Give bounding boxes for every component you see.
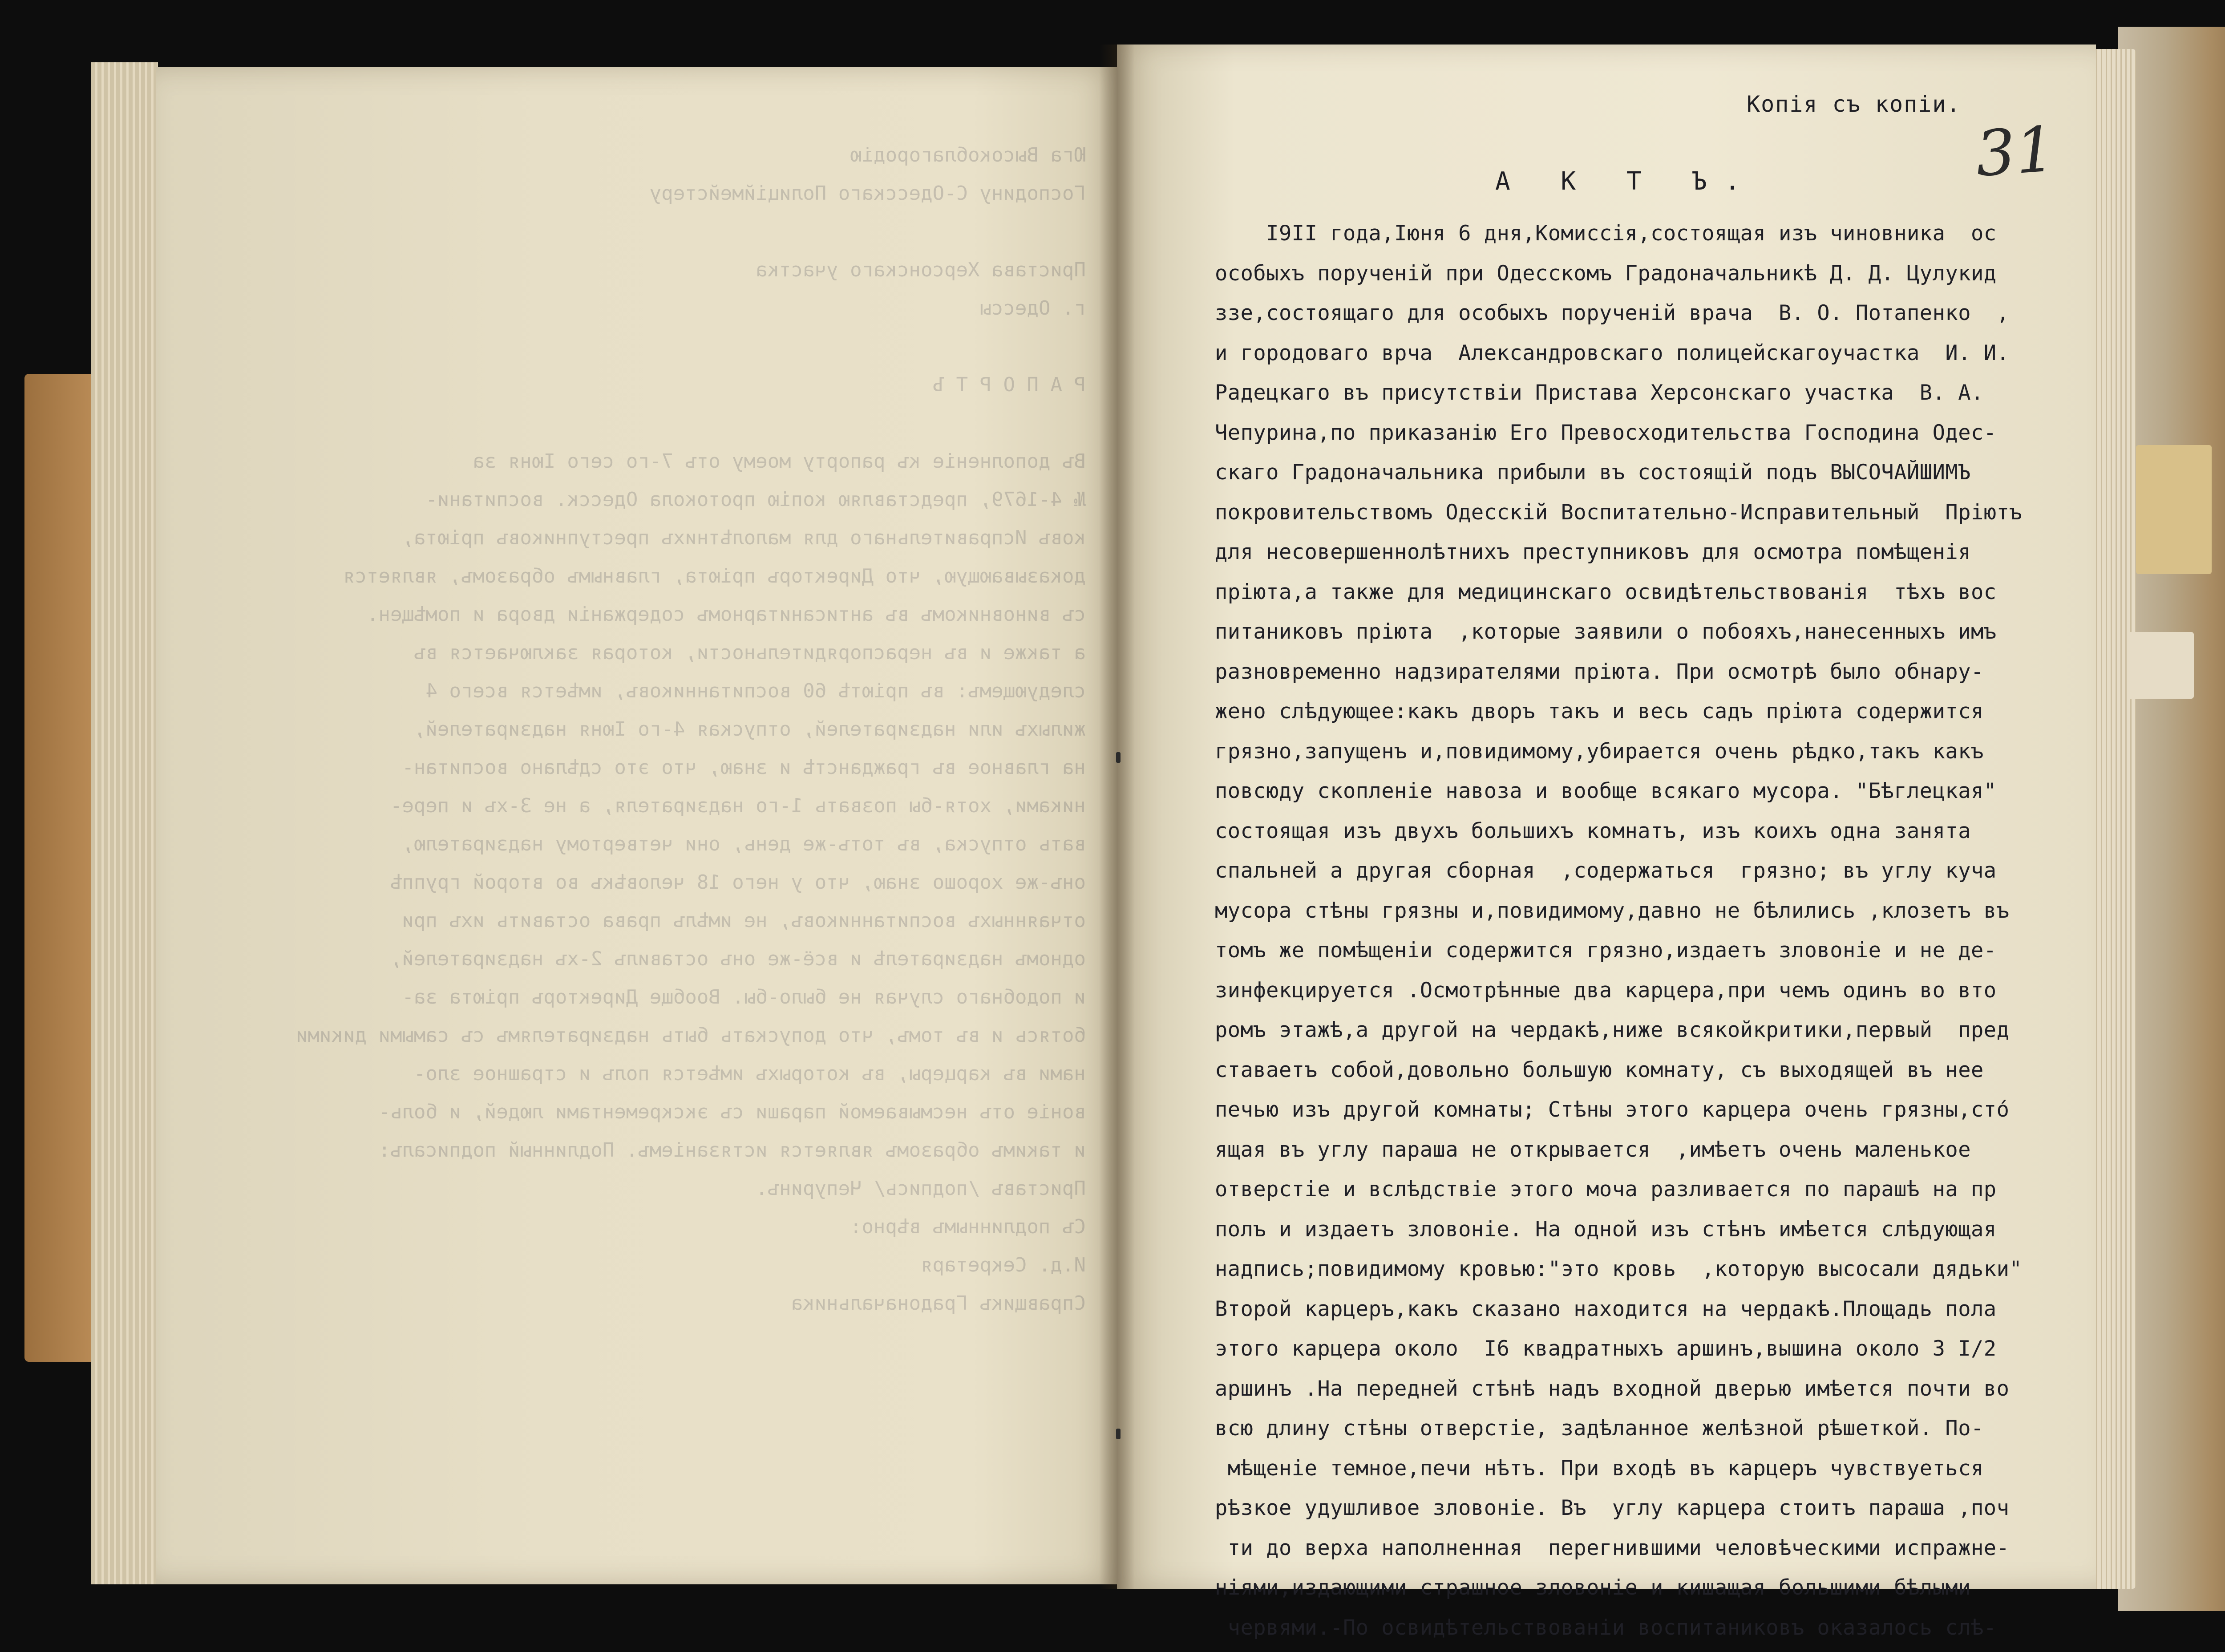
page-tab (2127, 632, 2194, 699)
text-line: скаго Градоначальника прибыли въ состоящій подъ ВЫСОЧАЙШИМЪ (1215, 460, 1971, 485)
text-line: грязно,запущенъ и,повидимому,убирается очень рѣдко,такъ какъ (1215, 739, 1984, 764)
text-line: ніями,издающими страшное зловоніе и кишащая большими бѣлыми (1215, 1575, 1971, 1600)
binding-stitch (1116, 1429, 1121, 1439)
text-line: разновременно надзирателями пріюта. При осмотрѣ было обнару- (1215, 659, 1984, 684)
text-line: покровительствомъ Одесскій Воспитательно-Исправительный Пріютъ (1215, 500, 2023, 525)
text-line: рѣзкое удушливое зловоніе. Въ углу карцера стоитъ параша ,поч (1215, 1496, 2010, 1520)
text-line: повсюду скопленіе навоза и вообще всякаго мусора. "Бѣглецкая" (1215, 779, 1997, 803)
text-line: ти до верха наполненная перегнившими человѣческими испражне- (1215, 1535, 2010, 1560)
text-line: червями.-По освидѣтельствованіи воспитаниковъ оказалось слѣ- (1215, 1615, 1997, 1640)
document-title: А К Т Ъ. (1495, 167, 1758, 196)
text-line: состоящая изъ двухъ большихъ комнатъ, изъ коихъ одна занята (1215, 818, 1971, 843)
text-line: пріюта,а также для медицинскаго освидѣтельствованія тѣхъ вос (1215, 579, 1997, 604)
book-gutter (1099, 45, 1135, 1589)
page-tab (2136, 445, 2212, 574)
text-line: питаниковъ пріюта ,которые заявили о побояхъ,нанесенныхъ имъ (1215, 620, 1997, 644)
bleed-through-text: Юга Высокоблагородію Господину С-Одесскаго Полиціймейстеру Пристава Херсонскаго участка г. Одессы Р А П О Р Т Ъ Въ дополненіе къ рапорту моему отъ 7-го сего Іюня за № 4-1679, представляю копію протокола Одесск. воспитани- ковъ Исправительнаго для малолѣтнихъ преступниковъ пріюта, доказывающую, что Директоръ пріюта, главнымъ образомъ, является съ виновникомъ въ антисанитарномъ содержаніи двора и помѣщен. а также и въ нераспорядительности, которая заключается въ следующемъ: въ пріютѣ 60 воспитанниковъ, имѣется всего 4 жилыхъ или надзирателей, отпуская 4-го Іюня надзирателей, на главное въ гражданстѣ и знаю, что это сдѣлано воспитан- никами, хотя-бы позвать 1-го надзирателя, а не 3-хъ и пере- вать отпуска, въ тотъ-же день, они четвертому надзирателю, онъ-же хорошо знаю, что у него 18 человѣкъ во второй группѣ отчаянныхъ воспитанниковъ, не имѣлъ права оставить ихъ при одномъ надзирателѣ и всё-же онъ оставилъ 2-хъ надзирателей, и подобнаго случая не было-бы. Вообще Директоръ пріюта за- ботясь и въ томъ, что допускать быть надзирателямъ съ самыми дикими нами въ карцеры, въ которыхъ имѣется полъ и страшное зло- воніе отъ несмываемой параши съ экскрементами людей, и боль- и такимъ образомъ является истязаніемъ. Подлинный подписалъ: Приставъ /подпись/ Чепуринъ. Съ подлиннымъ вѣрно: И.д. Секретаря Справщикъ Градоначальника (296, 144, 1086, 1315)
text-line: полъ и издаетъ зловоніе. На одной изъ стѣнъ имѣется слѣдующая (1215, 1217, 1997, 1242)
text-line: аршинъ .На передней стѣнѣ надъ входной дверью имѣется почти во (1215, 1376, 2010, 1401)
text-line: I9II года,Іюня 6 дня,Комиссія,состоящая изъ чиновника ос (1215, 221, 1997, 246)
text-line: ромъ этажѣ,а другой на чердакѣ,ниже всякойкритики,первый пред (1215, 1018, 2010, 1042)
text-line: Радецкаго въ присутствіи Пристава Херсонскаго участка В. А. (1215, 381, 1984, 405)
text-line: томъ же помѣщеніи содержится грязно,издаетъ зловоніе и не де- (1215, 938, 1997, 963)
text-line: надпись;повидимому кровью:"это кровь ,которую высосали дядьки" (1215, 1257, 2023, 1281)
text-line: особыхъ порученій при Одесскомъ Градоначальникѣ Д. Д. Цулукид (1215, 261, 1997, 286)
text-line: ставаетъ собой,довольно большую комнату, съ выходящей въ нее (1215, 1057, 1984, 1082)
text-line: зинфекцируется .Осмотрѣнные два карцера,при чемъ одинъ во вто (1215, 978, 1997, 1003)
text-line: для несовершеннолѣтнихъ преступниковъ для осмотра помѣщенія (1215, 540, 1971, 564)
binding-stitch (1116, 752, 1121, 763)
text-line: мусора стѣны грязны и,повидимому,давно не бѣлились ,клозетъ въ (1215, 898, 2010, 923)
text-line: этого карцера около I6 квадратныхъ аршинъ,вышина около 3 I/2 (1215, 1336, 1997, 1361)
text-line: жено слѣдующее:какъ дворъ такъ и весь садъ пріюта содержится (1215, 699, 1984, 724)
text-line: и городоваго врча Александровскаго полицейскагоучастка И. И. (1215, 340, 2010, 365)
text-line: печью изъ другой комнаты; Стѣны этого карцера очень грязны,стó (1215, 1097, 2010, 1122)
document-body (1215, 214, 2096, 1648)
text-line: ящая въ углу параша не открывается ,имѣетъ очень маленькое (1215, 1137, 1971, 1162)
copy-note: Копія съ копіи. (1747, 91, 1961, 117)
text-line: мѣщеніе темное,печи нѣтъ. При входѣ въ карцеръ чувствуеться (1215, 1456, 1984, 1481)
text-line: отверстіе и вслѣдствіе этого моча разливается по парашѣ на пр (1215, 1177, 1997, 1202)
page-stack-left (91, 62, 158, 1584)
text-line: ззе,состоящаго для особыхъ порученій врача В. О. Потапенко , (1215, 301, 2010, 325)
text-line: Второй карцеръ,какъ сказано находится на чердакѣ.Площадь пола (1215, 1296, 1997, 1321)
handwritten-page-number: 31 (1973, 113, 2058, 191)
text-line: спальней а другая сборная ,содержаться грязно; въ углу куча (1215, 858, 1997, 883)
text-line: всю длину стѣны отверстіе, задѣланное желѣзной рѣшеткой. По- (1215, 1416, 1984, 1441)
text-line: Чепурина,по приказанію Его Превосходительства Господина Одес- (1215, 420, 1997, 445)
